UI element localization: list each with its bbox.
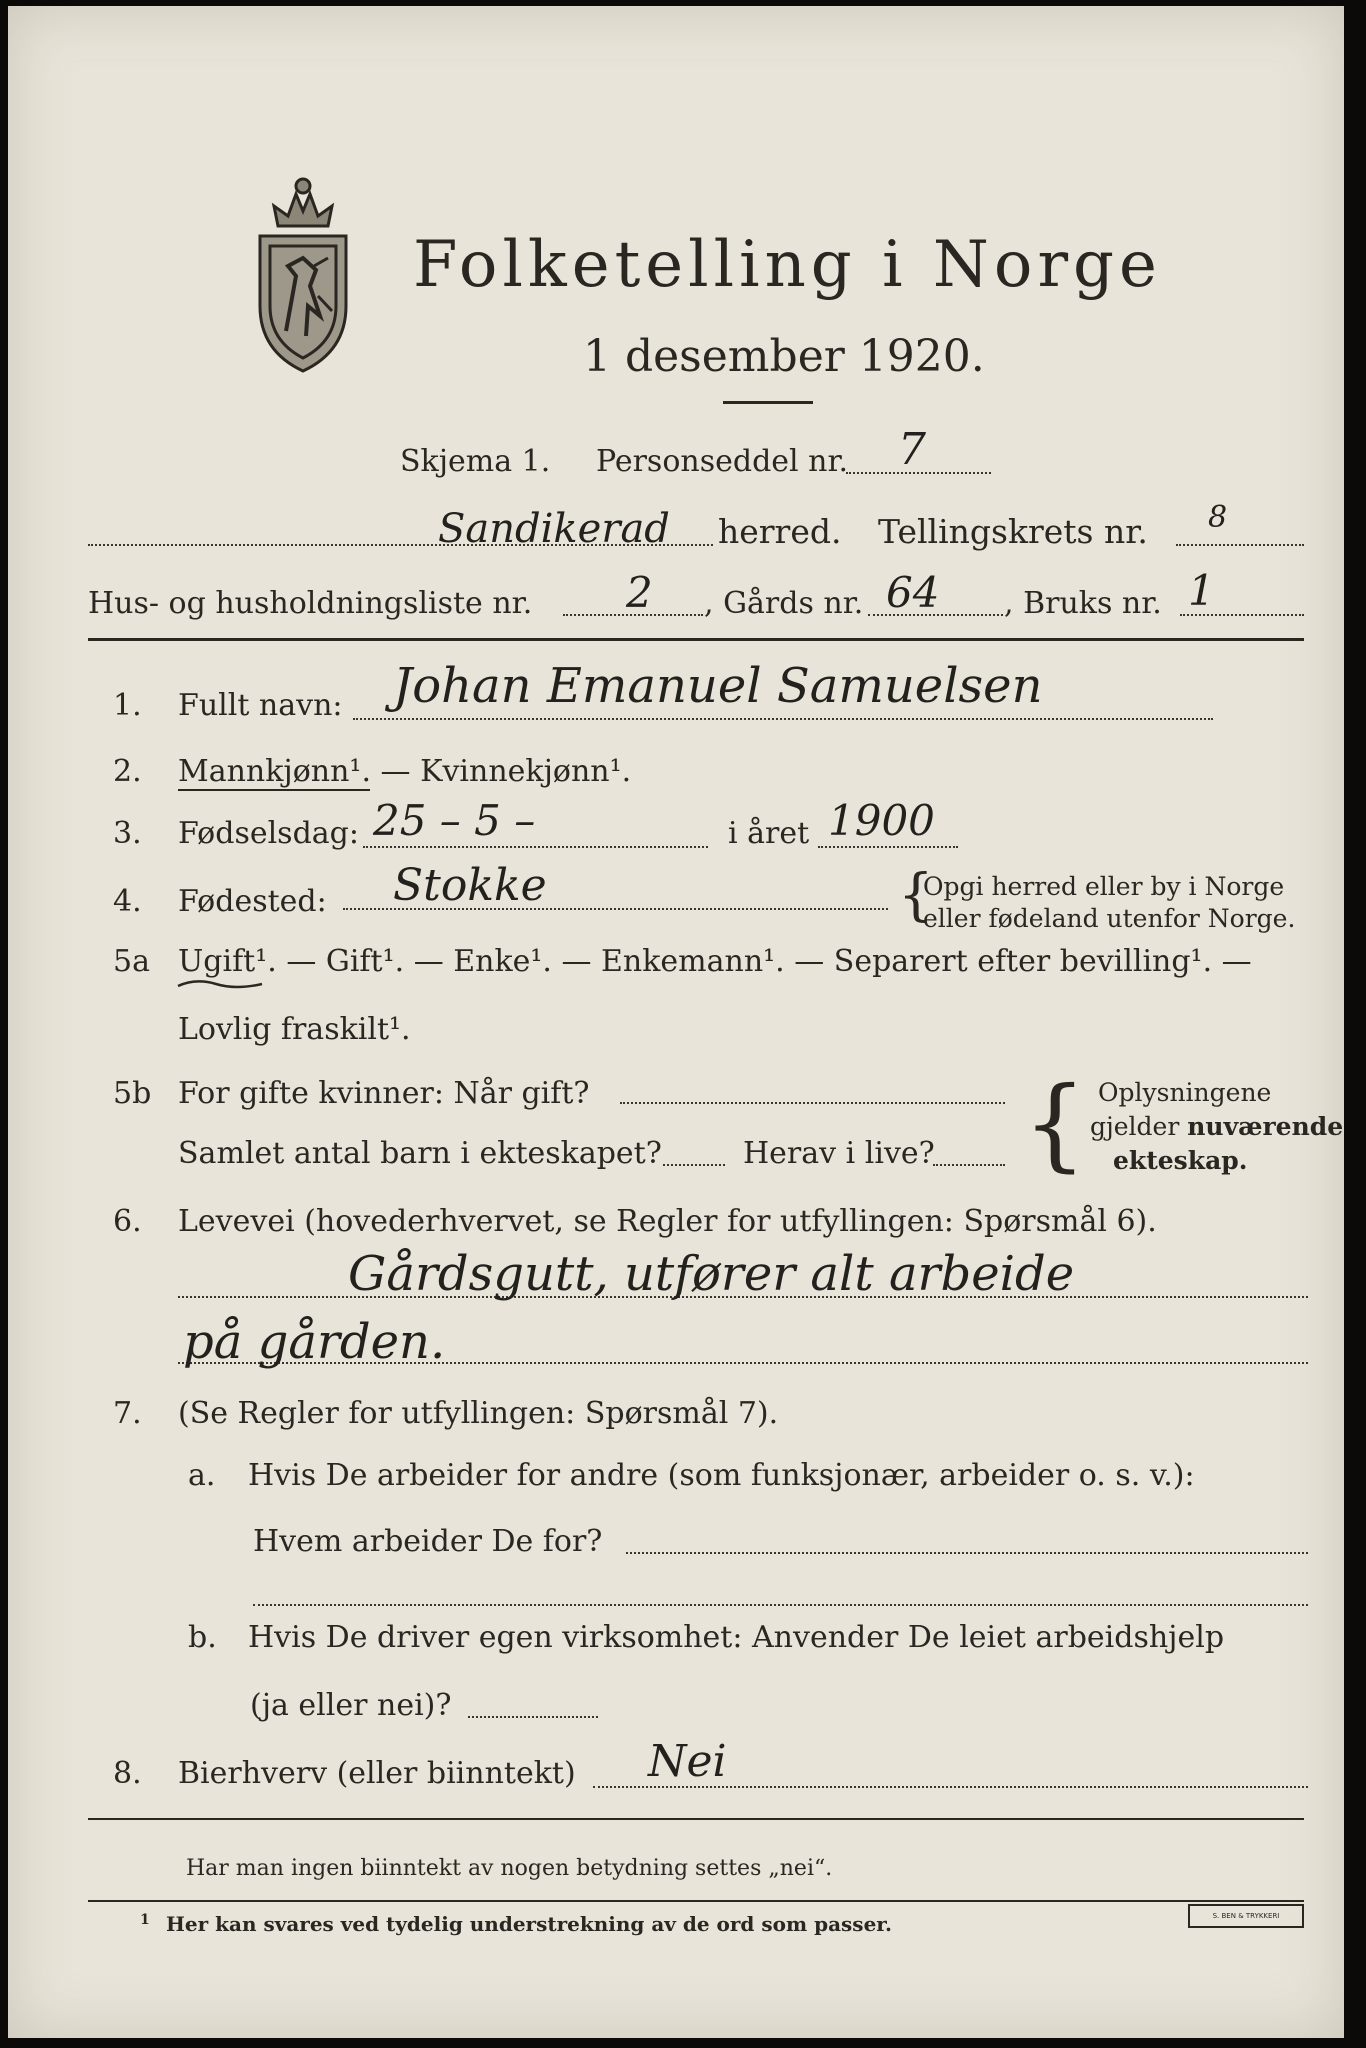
q6-number: 6. — [113, 1204, 142, 1239]
q3-year-line — [818, 846, 958, 848]
bruks-value: 1 — [1188, 566, 1215, 615]
q5b-note3: ekteskap. — [1113, 1146, 1248, 1175]
herred-value: Sandikerad — [438, 506, 670, 552]
q7a-line — [626, 1552, 1308, 1554]
q6-value2: på gården. — [183, 1314, 446, 1370]
tellingskrets-line — [1176, 544, 1304, 546]
gards-value: 64 — [886, 568, 940, 617]
footnote-text: Her kan svares ved tydelig understrekning av de ord som passer. — [166, 1912, 892, 1936]
footnote-mark: 1 — [140, 1912, 150, 1928]
q5b-note2b: nuværende — [1187, 1112, 1344, 1141]
q5b-line2b: Herav i live? — [743, 1136, 935, 1171]
q1-line — [353, 718, 1213, 720]
census-date: 1 desember 1920. — [583, 331, 985, 382]
q4-note-line2: eller fødeland utenfor Norge. — [923, 904, 1296, 933]
q5a-line2: Lovlig fraskilt¹. — [178, 1012, 411, 1047]
q6-label: Levevei (hovederhvervet, se Regler for utfyllingen: Spørsmål 6). — [178, 1204, 1157, 1239]
q4-note-line1: Opgi herred eller by i Norge — [923, 872, 1285, 901]
q2-number: 2. — [113, 754, 142, 789]
q3-line — [363, 846, 708, 848]
q5b-number: 5b — [113, 1076, 152, 1111]
form-title: Folketelling i Norge — [413, 228, 1162, 302]
q5b-alive-line — [933, 1164, 1005, 1166]
footnote-divider — [88, 1900, 1304, 1902]
q5b-when-line — [620, 1102, 1005, 1104]
q4-note-brace: { — [898, 863, 934, 928]
q3-year-value: 1900 — [828, 796, 935, 845]
q1-value: Johan Emanuel Samuelsen — [393, 658, 1043, 714]
coat-of-arms-icon — [248, 166, 358, 376]
personseddel-label: Personseddel nr. — [596, 444, 849, 479]
printer-stamp — [1188, 1904, 1304, 1928]
herred-label: herred. — [718, 512, 842, 551]
q2-underline — [178, 789, 370, 791]
gards-label: , Gårds nr. — [704, 586, 864, 621]
q5b-line2a: Samlet antal barn i ekteskapet? — [178, 1136, 662, 1171]
q1-label: Fullt navn: — [178, 688, 343, 723]
q5a-line1: Ugift¹. — Gift¹. — Enke¹. — Enkemann¹. — Separert efter bevilling¹. — — [178, 944, 1252, 979]
q7b-line2: (ja eller nei)? — [250, 1688, 452, 1723]
q8-label: Bierhverv (eller biinntekt) — [178, 1756, 576, 1791]
q7a-line1: Hvis De arbeider for andre (som funksjonær, arbeider o. s. v.): — [248, 1458, 1195, 1493]
q5b-children-line — [663, 1164, 725, 1166]
q7a-line2: Hvem arbeider De for? — [253, 1524, 603, 1559]
q4-label: Fødested: — [178, 884, 327, 919]
q8-value: Nei — [648, 1736, 727, 1787]
personseddel-value: 7 — [898, 424, 926, 475]
q8-number: 8. — [113, 1756, 142, 1791]
skjema-label: Skjema 1. — [400, 444, 551, 479]
q7-label: (Se Regler for utfyllingen: Spørsmål 7). — [178, 1396, 779, 1431]
q5a-number: 5a — [113, 944, 150, 979]
census-form — [8, 6, 1344, 2038]
q2-label: Mannkjønn¹. — Kvinnekjønn¹. — [178, 754, 632, 789]
q5b-note2 — [1090, 1112, 1343, 1141]
footer-divider — [88, 1818, 1304, 1820]
q5a-underline-mark — [176, 978, 266, 998]
q7b-line — [468, 1716, 598, 1718]
q4-value: Stokke — [393, 860, 547, 911]
q7a-line-extra — [253, 1604, 1308, 1606]
q3-year-label: i året — [728, 816, 810, 851]
q4-number: 4. — [113, 884, 142, 919]
q6-value1: Gårdsgutt, utfører alt arbeide — [348, 1246, 1075, 1302]
q5b-line1: For gifte kvinner: Når gift? — [178, 1076, 590, 1111]
header-divider — [88, 638, 1304, 641]
q7b-number: b. — [188, 1620, 217, 1655]
q7a-number: a. — [188, 1458, 216, 1493]
q3-label: Fødselsdag: — [178, 816, 359, 851]
tellingskrets-value: 8 — [1208, 500, 1228, 535]
q5b-note-brace: { — [1023, 1065, 1087, 1182]
hus-label: Hus- og husholdningsliste nr. — [88, 586, 533, 621]
printer-stamp-text: S. BEN & TRYKKERI — [1212, 1912, 1280, 1920]
q7b-line1: Hvis De driver egen virksomhet: Anvender De leiet arbeidshjelp — [248, 1620, 1225, 1655]
q5b-note1: Oplysningene — [1098, 1078, 1272, 1107]
footer-note: Har man ingen biinntekt av nogen betydning settes „nei“. — [186, 1856, 833, 1881]
hus-value: 2 — [626, 568, 653, 617]
q1-number: 1. — [113, 688, 142, 723]
title-divider — [723, 401, 813, 404]
q3-value: 25 – 5 – — [373, 796, 536, 845]
bruks-label: , Bruks nr. — [1004, 586, 1162, 621]
q3-number: 3. — [113, 816, 142, 851]
q7-number: 7. — [113, 1396, 142, 1431]
tellingskrets-label: Tellingskrets nr. — [878, 512, 1148, 551]
q5b-note2a: gjelder — [1090, 1112, 1188, 1141]
